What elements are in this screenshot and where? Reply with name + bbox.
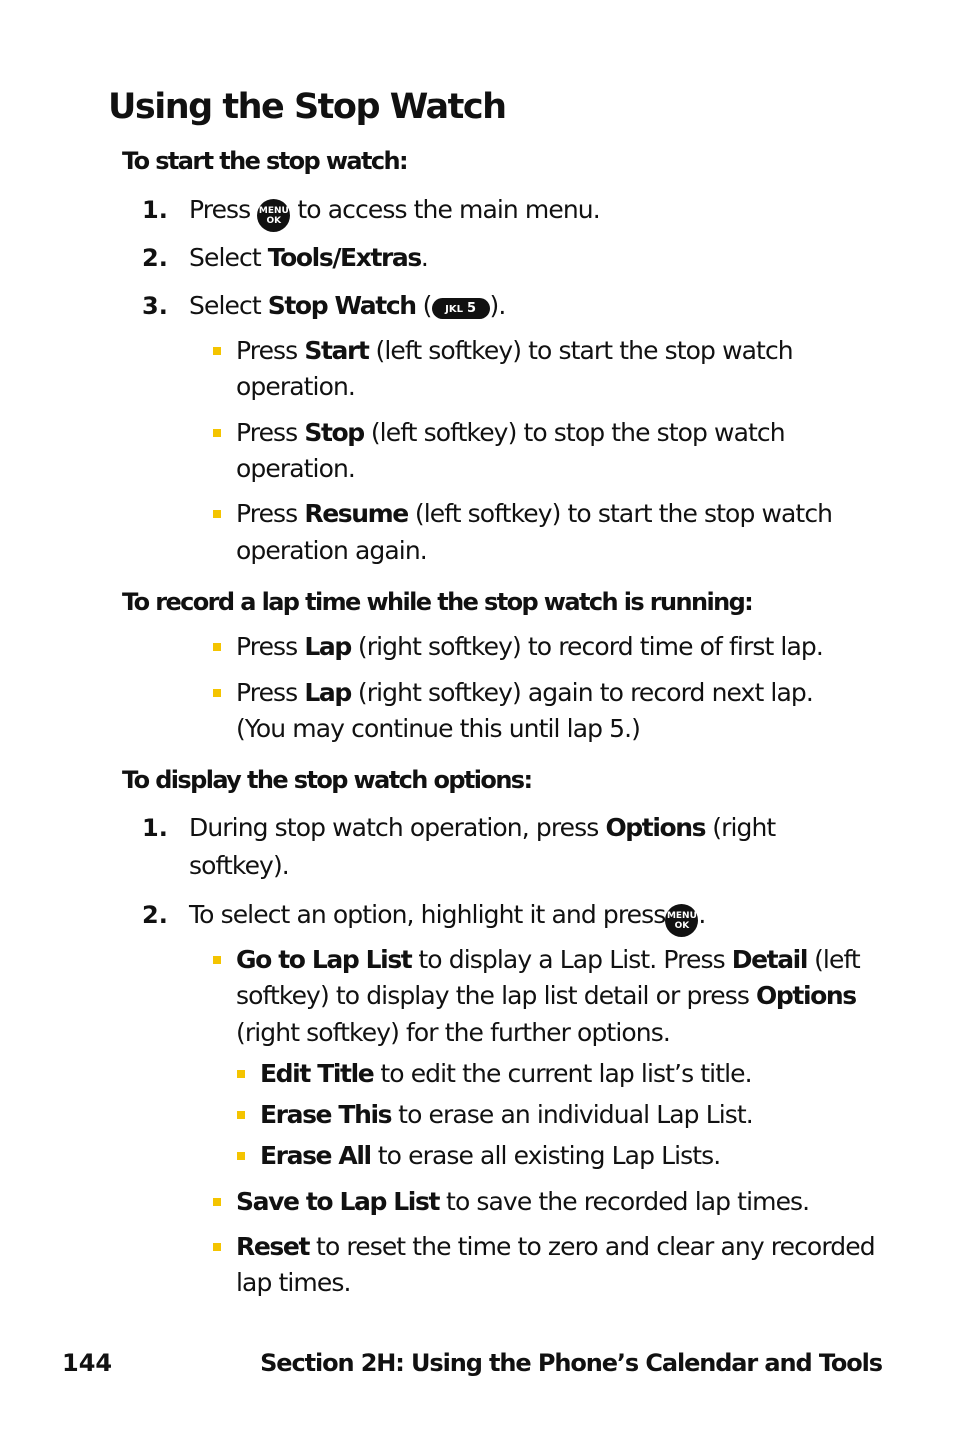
section-heading-options: To display the stop watch options: [122, 766, 532, 794]
bullet-square-icon [237, 1070, 245, 1078]
subbullet-erase-all [260, 1138, 720, 1174]
softkey-label: Resume [304, 499, 408, 528]
step-text: . [420, 243, 428, 272]
menu-key-bottom-label: OK [674, 921, 690, 931]
bullet-square-icon [237, 1152, 245, 1160]
option-label: Go to Lap List [236, 945, 412, 974]
softkey-label: Lap [304, 632, 351, 661]
bullet-goto-lap-list [236, 942, 860, 978]
bullet-text: (right softkey) again to record next lap. [350, 678, 813, 707]
bullet-text: to display a Lap List. Press [411, 945, 732, 974]
step-select-stopwatch [189, 287, 505, 325]
bullet-text: to erase an individual Lap List. [391, 1100, 753, 1129]
bullet-stop [236, 415, 785, 451]
bullet-square-icon [213, 429, 221, 437]
section-footer: Section 2H: Using the Phone’s Calendar and Tools [260, 1349, 882, 1377]
bullet-square-icon [213, 643, 221, 651]
step-continuation: softkey). [189, 851, 289, 880]
bullet-reset [236, 1229, 875, 1265]
step-number: 2. [142, 901, 168, 929]
bullet-square-icon [213, 510, 221, 518]
section-heading-lap: To record a lap time while the stop watch is running: [122, 588, 753, 616]
bullet-lap-next [236, 675, 813, 711]
bullet-square-icon [213, 689, 221, 697]
softkey-label: Detail [731, 945, 808, 974]
bullet-resume [236, 496, 832, 532]
option-label: Save to Lap List [236, 1187, 439, 1216]
menu-key-top-label: MENU [666, 911, 697, 921]
menu-key-bottom-label: OK [266, 216, 282, 226]
subbullet-edit-title [260, 1056, 752, 1092]
step-text: . [698, 900, 706, 929]
bullet-continuation [236, 978, 856, 1014]
bullet-text: (left [807, 945, 860, 974]
menu-path: Tools/Extras [267, 243, 421, 272]
step-text: (right [705, 813, 776, 842]
step-select-option [189, 896, 705, 937]
bullet-text: (left softkey) to start the stop watch [407, 499, 833, 528]
bullet-square-icon [237, 1111, 245, 1119]
softkey-label: Lap [304, 678, 351, 707]
step-text: to access the main menu. [297, 195, 600, 224]
bullet-text: (left softkey) to stop the stop watch [363, 418, 785, 447]
menu-item: Stop Watch [267, 291, 416, 320]
step-text: ). [489, 291, 506, 320]
jkl-5-key-icon [432, 298, 490, 319]
bullet-continuation: operation again. [236, 536, 427, 565]
bullet-text: (right softkey) to record time of first lap. [350, 632, 823, 661]
step-text: Select [189, 291, 268, 320]
bullet-text: Press [236, 418, 305, 447]
bullet-square-icon [213, 347, 221, 355]
softkey-label: Options [605, 813, 706, 842]
page-number: 144 [62, 1349, 113, 1377]
bullet-text: to save the recorded lap times. [439, 1187, 810, 1216]
step-number: 2. [142, 244, 168, 272]
step-select-tools [189, 239, 428, 277]
subbullet-erase-this [260, 1097, 753, 1133]
bullet-text: softkey) to display the lap list detail or press [236, 981, 757, 1010]
bullet-text: Press [236, 632, 305, 661]
step-number: 1. [142, 196, 168, 224]
step-text: Select [189, 243, 268, 272]
option-label: Erase This [260, 1100, 392, 1129]
bullet-continuation: (You may continue this until lap 5.) [236, 714, 641, 743]
menu-ok-key-icon [665, 904, 698, 937]
bullet-square-icon [213, 1198, 221, 1206]
bullet-square-icon [213, 956, 221, 964]
step-number: 1. [142, 814, 168, 842]
step-text: During stop watch operation, press [189, 813, 606, 842]
step-press-menu [189, 191, 600, 232]
section-heading-start: To start the stop watch: [122, 147, 407, 175]
bullet-continuation: operation. [236, 372, 355, 401]
option-label: Reset [236, 1232, 309, 1261]
bullet-text: to erase all existing Lap Lists. [370, 1141, 721, 1170]
bullet-save-lap-list [236, 1184, 809, 1220]
bullet-text: to edit the current lap list’s title. [373, 1059, 752, 1088]
step-text: To select an option, highlight it and press [189, 900, 666, 929]
bullet-continuation: lap times. [236, 1268, 351, 1297]
option-label: Edit Title [260, 1059, 374, 1088]
bullet-continuation: (right softkey) for the further options. [236, 1018, 670, 1047]
bullet-square-icon [213, 1243, 221, 1251]
softkey-label: Stop [304, 418, 364, 447]
bullet-text: Press [236, 336, 305, 365]
key-letters: JKL [445, 304, 463, 315]
bullet-continuation: operation. [236, 454, 355, 483]
step-press-options [189, 809, 775, 847]
menu-ok-key-icon [257, 199, 290, 232]
bullet-text: (left softkey) to start the stop watch [368, 336, 793, 365]
bullet-text: Press [236, 678, 305, 707]
softkey-label: Options [756, 981, 856, 1010]
step-number: 3. [142, 292, 168, 320]
key-digit: 5 [466, 301, 476, 316]
step-text: Press [189, 195, 251, 224]
softkey-label: Start [304, 336, 369, 365]
bullet-start [236, 333, 793, 369]
menu-key-top-label: MENU [258, 206, 289, 216]
option-label: Erase All [260, 1141, 371, 1170]
step-text: ( [415, 291, 432, 320]
page-title: Using the Stop Watch [108, 87, 506, 127]
bullet-text: Press [236, 499, 305, 528]
bullet-lap-first [236, 629, 823, 665]
bullet-text: to reset the time to zero and clear any recorded [309, 1232, 875, 1261]
